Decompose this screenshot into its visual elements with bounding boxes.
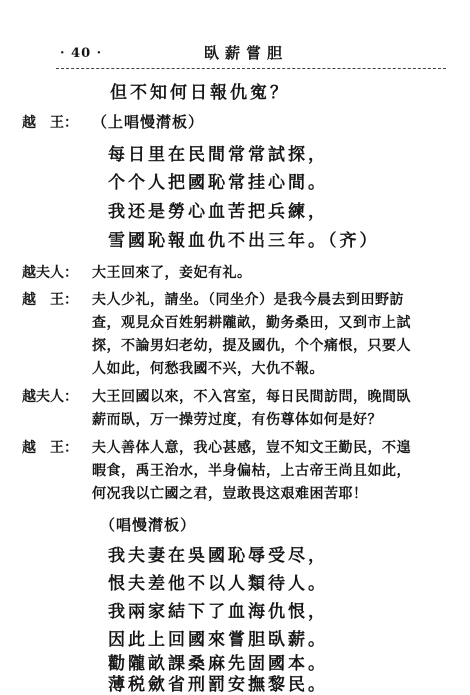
dialogue-line: 夫人少礼，請坐。（同坐介）是我今晨去到田野訪 — [92, 292, 404, 308]
dialogue-line: 何况我以亡國之君，豈敢畏这艰难困苦耶！ — [92, 486, 368, 502]
stage-direction: （上唱慢潸板） — [92, 113, 205, 131]
speaker-label: 越 王： — [22, 292, 78, 308]
header-rule — [56, 68, 446, 69]
dialogue-line: 暇食，禹王治水，半身偏枯，上古帝王尚且如此， — [92, 463, 411, 479]
verse-line: 个个人把國恥常挂心間。 — [108, 173, 328, 193]
dialogue-line: 夫人善体人意，我心甚感，豈不知文王勤民，不遑 — [92, 440, 411, 456]
verse-line: 雪國恥報血仇不出三年。（齐） — [108, 231, 380, 251]
stage-direction: （唱慢潸板） — [100, 516, 197, 534]
dialogue-line: 大王回來了，妾妃有礼。 — [92, 265, 252, 281]
dialogue-line: 探，不論男妇老幼，提及國仇，个个痛恨，只要人 — [92, 338, 411, 354]
page-number: · 40 · — [60, 46, 103, 61]
verse-line: 但不知何日報仇寃？ — [110, 83, 290, 103]
verse-line: 勸隴畝課桑麻先固國本。 — [108, 654, 328, 674]
dialogue-line: 查，观見众百姓躬耕隴畝，勤务桑田，又到市上試 — [92, 315, 411, 331]
speaker-label: 越夫人： — [22, 265, 78, 281]
dialogue-line: 大王回國以來，不入宮室，每日民間訪問，晚間臥 — [92, 389, 411, 405]
verse-line: 每日里在民間常常試探， — [108, 145, 328, 165]
verse-line: 我还是勞心血苦把兵練， — [108, 202, 328, 222]
speaker-label: 越 王： — [22, 115, 78, 131]
verse-line: 因此上回國來嘗胆臥薪。 — [108, 630, 328, 650]
verse-line: 我夫妻在吳國恥辱受尽， — [108, 546, 328, 566]
verse-line: 我兩家結下了血海仇恨， — [108, 602, 328, 622]
running-title: 臥薪嘗胆 — [204, 44, 289, 62]
verse-line: 薄税歛省刑罰安撫黎民。 — [108, 675, 328, 695]
verse-line: 恨夫差他不以人類待人。 — [108, 574, 328, 594]
dialogue-line: 薪而臥，万一操劳过度，有伤尊体如何是好？ — [92, 412, 382, 428]
page-header — [0, 38, 470, 68]
speaker-label: 越 王： — [22, 440, 78, 456]
speaker-label: 越夫人： — [22, 389, 78, 405]
dialogue-line: 人如此，何愁我國不兴，大仇不報。 — [92, 361, 324, 377]
